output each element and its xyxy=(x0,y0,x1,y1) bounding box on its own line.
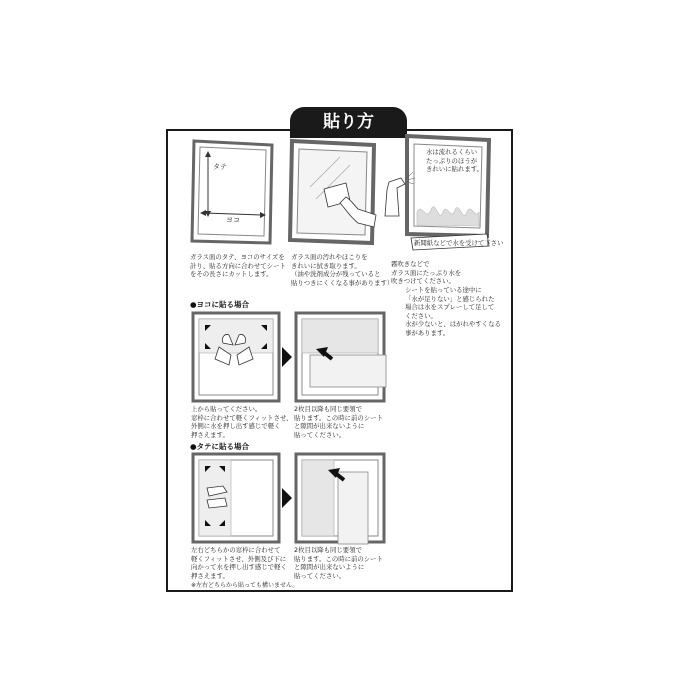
yoko-step1-illustration xyxy=(191,311,281,403)
wipe-glass-illustration xyxy=(288,137,378,247)
tate-step2-illustration xyxy=(294,452,386,544)
page-title: 貼り方 xyxy=(290,107,407,138)
step2-caption: ガラス面の汚れやほこりを きれいに拭き取ります。 （油や洗剤成分が残っていると 貼りつきにくくなる事があります） xyxy=(291,253,394,287)
label-yoko: ヨコ xyxy=(226,216,240,224)
step-arrow-icon xyxy=(281,487,293,509)
label-tate: タテ xyxy=(213,163,227,171)
step-arrow-icon xyxy=(281,346,293,368)
tate-caption-note: ※左右どちらから貼っても構いません。 xyxy=(191,582,299,589)
step1-caption: ガラス面のタテ、ヨコのサイズを 計り、貼る方向に合わせてシート をその長さにカットします。 xyxy=(190,253,286,279)
yoko-heading: ●ヨコに貼る場合 xyxy=(190,300,250,309)
step3-banner: 新聞紙などで水を受けて下さい xyxy=(414,239,504,247)
step3-bubble: 水は流れるくらい たっぷりのほうが きれいに貼れます。 xyxy=(426,148,484,174)
measure-window-illustration xyxy=(190,137,274,247)
yoko-step2-illustration xyxy=(294,311,386,403)
yoko-caption-left: 上から貼ってください。 窓枠に合わせて軽くフィットさせ、 外側に水を押し出す感じで軽く 押さえます。 xyxy=(191,405,293,439)
tate-caption-right: 2枚目以降も同じ要領で 貼ります。この時に前のシート と隙間が出来ないように 貼ってください。 xyxy=(294,546,383,580)
yoko-caption-right: 2枚目以降も同じ要領で 貼ります。この時に前のシート と隙間が出来ないように 貼ってください。 xyxy=(294,405,383,439)
step3-caption: 霧吹きなどで ガラス面にたっぷり水を 吹きつけてください。 xyxy=(391,260,462,286)
step3-note: シートを貼っている途中に 「水が足りない」と感じられた 場合は水をスプレーして足して ください。 水が少ないと、はがれやすくなる 事があります。 xyxy=(405,286,501,337)
tate-caption-left: 左右どちらかの窓枠に合わせて 軽くフィットさせ、外側及び下に 向かって水を押し出す感じで軽く 押さえます。 xyxy=(191,546,287,580)
tate-heading: ●タテに貼る場合 xyxy=(190,442,250,451)
tate-step1-illustration xyxy=(191,452,281,544)
